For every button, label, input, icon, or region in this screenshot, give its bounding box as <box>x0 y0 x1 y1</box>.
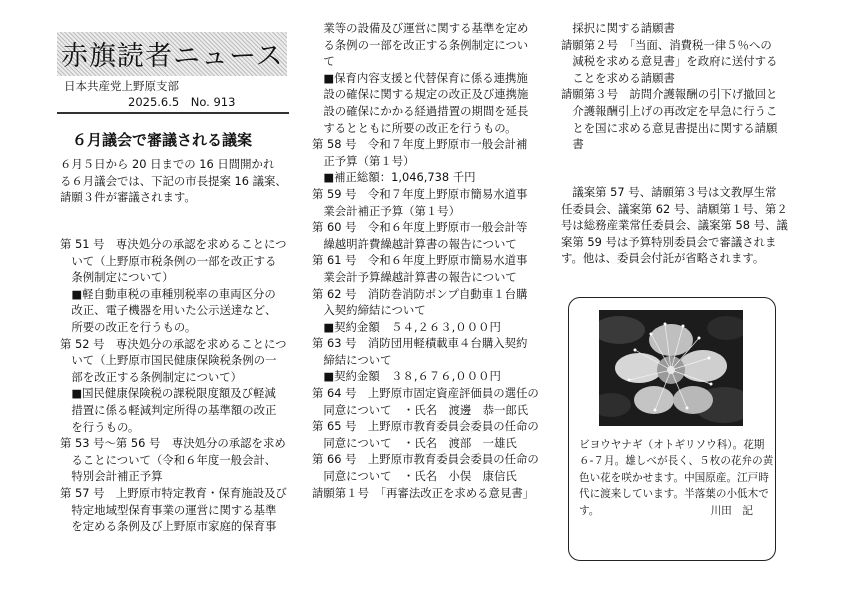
text-line: いて（上野原市国民健康保険税条例の一 <box>60 353 277 368</box>
text-line: 同意について ・氏名 渡部 一雄氏 <box>312 435 517 450</box>
caption-line: す。 川田 記 <box>579 504 753 517</box>
text-line: 任委員会、議案第 62 号、請願第１号、第２ <box>561 201 788 216</box>
text-line: す。他は、委員会付託が省略されます。 <box>561 251 765 266</box>
text-line: とを国に求める意見書提出に関する請願 <box>561 120 778 135</box>
text-line: ■補正総額：1,046,738 千円 <box>312 170 476 185</box>
text-line: て <box>312 54 335 69</box>
caption-line: 色い花を咲かせます。中国原産。江戸時 <box>579 471 769 484</box>
text-line: 第 66 号 上野原市教育委員会委員の任命の <box>312 452 539 467</box>
text-line: 第 58 号 令和７年度上野原市一般会計補 <box>312 137 528 152</box>
text-line: 繰越明許費繰越計算書の報告について <box>312 236 517 251</box>
text-line: 正予算（第１号） <box>312 153 415 168</box>
text-line: 減税を求める意見書」を政府に送付する <box>561 54 778 69</box>
agenda-column-1 <box>60 236 287 535</box>
text-line: ことを求める請願書 <box>561 70 675 85</box>
article-heading: ６月議会で審議される議案 <box>72 131 253 149</box>
text-line: 業等の設備及び運営に関する基準を定め <box>312 21 529 35</box>
text-line: 採択に関する請願書 <box>561 21 675 35</box>
text-line: するとともに所要の改正を行うもの。 <box>312 120 517 135</box>
text-line: 議案第 57 号、請願第３号は文教厚生常 <box>561 185 777 199</box>
text-line: 同意について ・氏名 小俣 康信氏 <box>312 469 517 484</box>
text-line: 第 64 号 上野原市固定資産評価員の選任の <box>312 386 539 401</box>
text-line: 設の確保に関する規定の改正及び連携施 <box>312 87 529 102</box>
text-line: 案第 59 号は予算特別委員会で審議されま <box>561 234 777 249</box>
text-line: 第 59 号 令和７年度上野原市簡易水道事 <box>312 186 528 201</box>
text-line: ■保育内容支援と代替保育に係る連携施 <box>312 70 528 85</box>
text-line: ■軽自動車税の車種別税率の車両区分の <box>60 286 276 301</box>
text-line: 第 60 号 令和６年度上野原市一般会計等 <box>312 220 528 235</box>
text-line: 同意について ・氏名 渡邊 恭一郎氏 <box>312 402 529 417</box>
text-line: 第 51 号 専決処分の承認を求めることにつ <box>60 237 287 251</box>
text-line: 第 61 号 令和６年度上野原市簡易水道事 <box>312 253 528 268</box>
photo-caption <box>579 437 773 519</box>
text-line: 請願第３号 訪問介護報酬の引下げ撤回と <box>561 87 778 102</box>
caption-line: ６-７月。雄しべが長く、５枚の花弁の黄 <box>579 455 774 468</box>
text-line: 入契約締結について <box>312 303 426 318</box>
text-line: 号は総務産業常任委員会、議案第 58 号、議 <box>561 218 788 233</box>
text-line: 特定地域型保育事業の運営に関する基準 <box>60 502 277 517</box>
text-line: 措置に係る軽減判定所得の基準額の改正 <box>60 402 277 417</box>
text-line: 第 65 号 上野原市教育委員会委員の任命の <box>312 419 539 434</box>
text-line: 書 <box>561 137 584 152</box>
article-intro <box>60 156 287 206</box>
caption-line: 代に渡来しています。半落葉の小低木で <box>579 488 769 501</box>
text-line: 第 53 号～第 56 号 専決処分の承認を求め <box>60 436 286 451</box>
text-line: 第 62 号 消防巻消防ポンプ自動車１台購 <box>312 286 528 301</box>
text-line: ることについて（令和６年度一般会計、 <box>60 452 277 467</box>
issue-date-number: 2025.6.5 No. 913 <box>128 95 236 109</box>
text-line: 介護報酬引上げの再改定を早急に行うこ <box>561 103 778 118</box>
text-line: ■国民健康保険税の課税限度額及び軽減 <box>60 386 276 401</box>
text-line: 業会計予算繰越計算書の報告について <box>312 269 517 284</box>
text-line: 特別会計補正予算 <box>60 469 163 484</box>
text-line: る条例の一部を改正する条例制定につい <box>312 37 529 52</box>
masthead-divider <box>57 112 289 114</box>
text-line: 請願３件が審議されます。 <box>60 190 196 205</box>
publisher-name: 日本共産党上野原支部 <box>64 79 179 93</box>
committee-summary <box>561 184 788 267</box>
caption-line: ビヨウヤナギ（オトギリソウ科）。花期 <box>579 439 765 451</box>
text-line: 業会計補正予算（第１号） <box>312 203 461 218</box>
masthead-banner <box>57 32 287 76</box>
text-line: 第 57 号 上野原市特定教育・保育施設及び <box>60 485 287 500</box>
text-line: ６月５日から 20 日までの 16 日間開かれ <box>60 157 275 171</box>
text-line: 設の確保にかかる経過措置の期間を延長 <box>312 103 529 118</box>
text-line: を行うもの。 <box>60 419 140 434</box>
masthead-title: 赤旗読者ニュース <box>61 41 284 72</box>
text-line: 第 52 号 専決処分の承認を求めることにつ <box>60 336 287 351</box>
text-line: ■契約金額 ３８,６７６,０００円 <box>312 369 501 384</box>
text-line: 第 63 号 消防団用軽積載車４台購入契約 <box>312 336 528 351</box>
text-line: 請願第２号 「当面、消費税一律５％への <box>561 37 772 52</box>
text-line: 請願第１号 「再審法改正を求める意見書」 <box>312 485 535 500</box>
text-line: ■契約金額 ５４,２６３,０００円 <box>312 319 501 334</box>
text-line: 所要の改正を行うもの。 <box>60 319 197 334</box>
text-line: いて（上野原市税条例の一部を改正する <box>60 253 277 268</box>
text-line: を定める条例及び上野原市家庭的保育事 <box>60 519 277 534</box>
flower-photo <box>599 310 743 426</box>
photo-box <box>568 297 776 561</box>
petition-column <box>561 20 777 153</box>
agenda-column-2 <box>312 20 539 501</box>
text-line: 部を改正する条例制定について） <box>60 369 243 384</box>
text-line: る６月議会では、下記の市長提案 16 議案、 <box>60 173 287 188</box>
text-line: 条例制定について） <box>60 270 174 285</box>
text-line: 改正、電子機器を用いた公示送達など、 <box>60 303 277 318</box>
text-line: 締結について <box>312 352 392 367</box>
